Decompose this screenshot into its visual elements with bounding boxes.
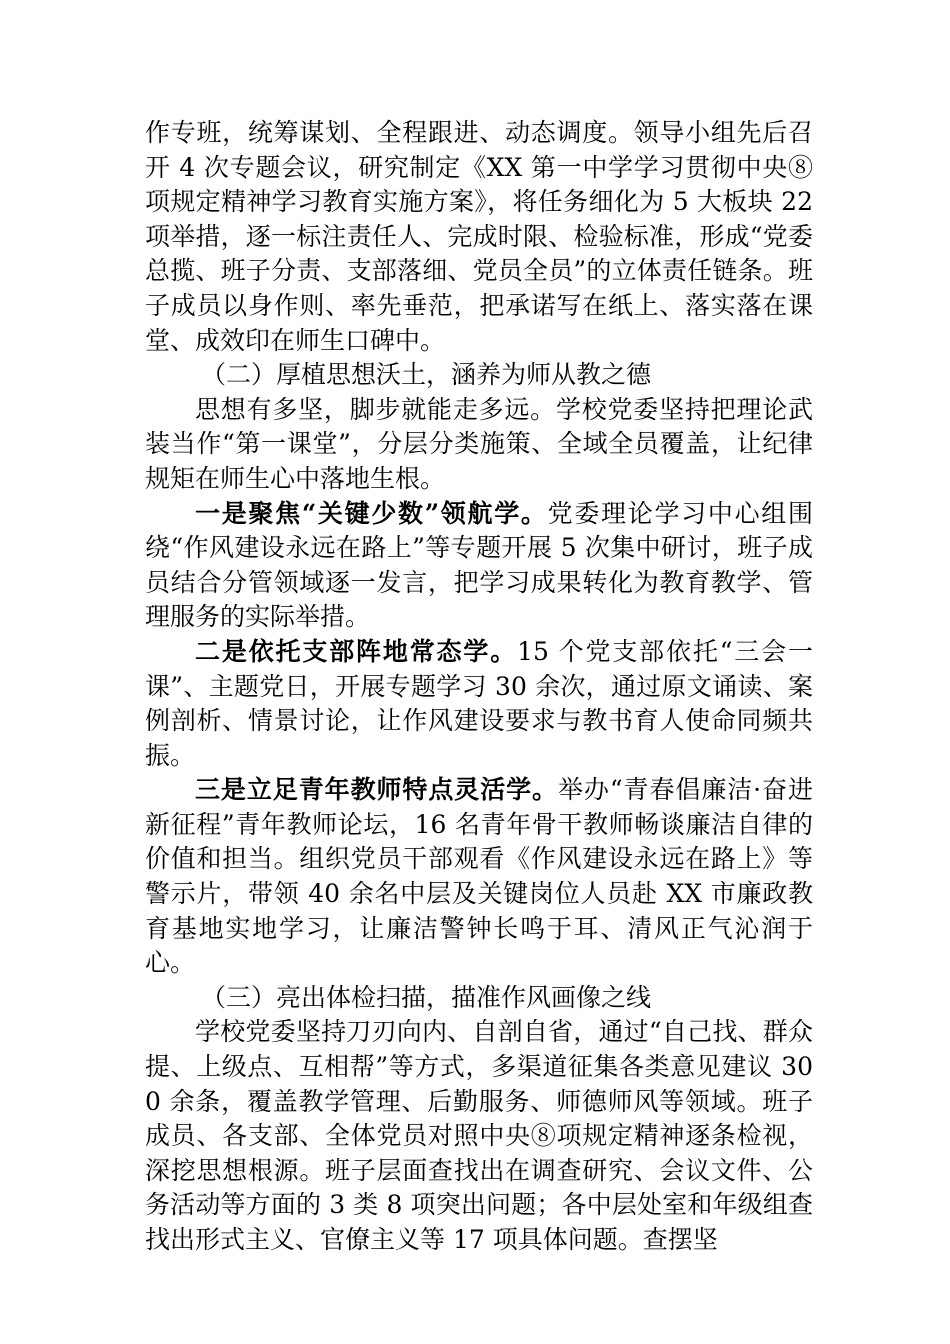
paragraph-lead: 一是聚焦“关键少数”领航学。 bbox=[195, 498, 548, 528]
section-heading-3: （三）亮出体检扫描，描准作风画像之线 bbox=[201, 982, 652, 1012]
paragraph-text: 党委理论学习中心组围绕“作风建设永远在路上”等专题开展 5 次集中研讨，班子成员结合分管领域逐一发言，把学习成果转化为教育教学、管理服务的实际举措。 bbox=[145, 498, 813, 632]
paragraph-young-teachers bbox=[145, 773, 813, 981]
paragraph-lead: 二是依托支部阵地常态学。 bbox=[195, 636, 518, 666]
paragraph-key-minority bbox=[145, 497, 813, 635]
paragraph-text: 15 个党支部依托“三会一课”、主题党日，开展专题学习 30 余次，通过原文诵读、案例剖析、情景讨论，让作风建设要求与教书育人使命同频共振。 bbox=[145, 636, 813, 770]
section-heading-2: （二）厚植思想沃土，涵养为师从教之德 bbox=[201, 360, 652, 390]
paragraph-text: 举办“青春倡廉洁·奋进新征程”青年教师论坛，16 名青年骨干教师畅谈廉洁自律的价值和担当。组织党员干部观看《作风建设永远在路上》等警示片，带领 40 余名中层及关键岗位人员赴 XX 市廉政教育基地实地学习，让廉洁警钟长鸣于耳、清风正气沁润于心。 bbox=[145, 775, 813, 978]
paragraph-lead: 三是立足青年教师特点灵活学。 bbox=[195, 775, 558, 805]
paragraph-self-inspection: 学校党委坚持刀刃向内、自剖自省，通过“自己找、群众提、上级点、互相帮”等方式，多渠道征集各类意见建议 300 余条，覆盖教学管理、后勤服务、师德师风等领域。班子成员、各支部、全体党员对照中央⑧项规定精神逐条检视，深挖思想根源。班子层面查找出在调查研究、会议文件、公务活动等方面的 3 类 8 项突出问题；各中层处室和年级组查找出形式主义、官僚主义等 17 项具体问题。查摆坚 bbox=[145, 1017, 813, 1254]
paragraph-branch-study bbox=[145, 635, 813, 773]
paragraph-task-force: 作专班，统筹谋划、全程跟进、动态调度。领导小组先后召开 4 次专题会议，研究制定《XX 第一中学学习贯彻中央⑧项规定精神学习教育实施方案》，将任务细化为 5 大板块 22 项举措，逐一标注责任人、完成时限、检验标准，形成“党委总揽、班子分责、支部落细、党员全员”的立体责任链条。班子成员以身作则、率先垂范，把承诺写在纸上、落实落在课堂、成效印在师生口碑中。 bbox=[145, 118, 813, 355]
document-body bbox=[145, 116, 813, 1258]
paragraph-ideology: 思想有多坚，脚步就能走多远。学校党委坚持把理论武装当作“第一课堂”，分层分类施策、全域全员覆盖，让纪律规矩在师生心中落地生根。 bbox=[145, 394, 813, 493]
